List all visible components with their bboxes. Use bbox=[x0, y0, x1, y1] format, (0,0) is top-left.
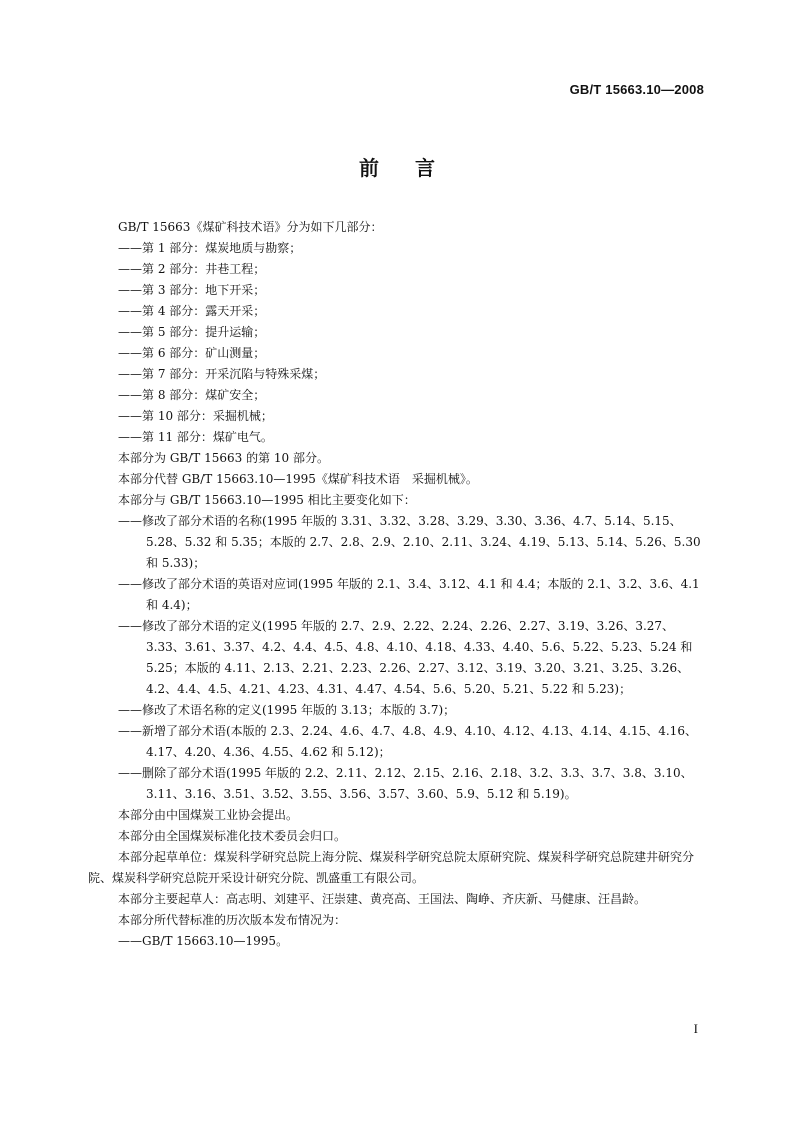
part-list-item: ——第 4 部分：露天开采； bbox=[118, 304, 266, 318]
part-list-item: ——第 7 部分：开采沉陷与特殊采煤； bbox=[118, 367, 326, 381]
page-title: 前言 bbox=[359, 156, 471, 180]
part-list-item: ——第 10 部分：采掘机械； bbox=[118, 409, 273, 423]
change-list-item: ——修改了部分术语的名称(1995 年版的 3.31、3.32、3.28、3.29、3.30、3.36、4.7、5.14、5.15、5.28、5.32 和 5.35；本版的 2.7、2.8、2.9、2.10、2.11、3.24、4.19、5.13、5.14、5.26、5.30 和 5.33)； bbox=[118, 514, 701, 570]
change-list-item: ——新增了部分术语(本版的 2.3、2.24、4.6、4.7、4.8、4.9、4.10、4.12、4.13、4.14、4.15、4.16、4.17、4.20、4.36、4.55、4.62 和 5.12)； bbox=[118, 724, 697, 759]
change-list-item: ——修改了术语名称的定义(1995 年版的 3.13；本版的 3.7)； bbox=[118, 703, 456, 717]
change-list-item: ——删除了部分术语(1995 年版的 2.2、2.11、2.12、2.15、2.16、2.18、3.2、3.3、3.7、3.8、3.10、3.11、3.16、3.51、3.52、3.55、3.56、3.57、3.60、5.9、5.12 和 5.19)。 bbox=[118, 766, 693, 801]
history-intro-paragraph: 本部分所代替标准的历次版本发布情况为： bbox=[118, 913, 347, 927]
part-list-item: ——第 6 部分：矿山测量； bbox=[118, 346, 266, 360]
proposed-by-paragraph: 本部分由中国煤炭工业协会提出。 bbox=[118, 808, 299, 822]
standard-code: GB/T 15663.10—2008 bbox=[569, 82, 704, 97]
this-part-paragraph: 本部分为 GB/T 15663 的第 10 部分。 bbox=[118, 451, 329, 465]
history-list-item: ——GB/T 15663.10—1995。 bbox=[118, 934, 289, 948]
part-list-item: ——第 8 部分：煤矿安全； bbox=[118, 388, 266, 402]
change-list-item: ——修改了部分术语的英语对应词(1995 年版的 2.1、3.4、3.12、4.1 和 4.4；本版的 2.1、3.2、3.6、4.1 和 4.4)； bbox=[118, 577, 700, 612]
part-list-item: ——第 2 部分：井巷工程； bbox=[118, 262, 266, 276]
drafters-paragraph: 本部分主要起草人：高志明、刘建平、汪崇建、黄亮高、王国法、陶峥、齐庆新、马健康、汪昌龄。 bbox=[118, 892, 647, 906]
under-paragraph: 本部分由全国煤炭标准化技术委员会归口。 bbox=[118, 829, 347, 843]
replaces-paragraph: 本部分代替 GB/T 15663.10—1995《煤矿科技术语 采掘机械》。 bbox=[118, 472, 478, 486]
page-number: I bbox=[693, 1021, 698, 1036]
intro-paragraph: GB/T 15663《煤矿科技术语》分为如下几部分： bbox=[118, 220, 383, 234]
part-list-item: ——第 11 部分：煤矿电气。 bbox=[118, 430, 273, 444]
part-list-item: ——第 1 部分：煤炭地质与勘察； bbox=[118, 241, 302, 255]
drafting-units-paragraph: 本部分起草单位：煤炭科学研究总院上海分院、煤炭科学研究总院太原研究院、煤炭科学研究总院建井研究分院、煤炭科学研究总院开采设计研究分院、凯盛重工有限公司。 bbox=[88, 850, 695, 885]
document-body bbox=[88, 217, 708, 952]
part-list-item: ——第 5 部分：提升运输； bbox=[118, 325, 266, 339]
change-list-item: ——修改了部分术语的定义(1995 年版的 2.7、2.9、2.22、2.24、2.26、2.27、3.19、3.26、3.27、3.33、3.61、3.37、4.2、4.4、4.5、4.8、4.10、4.18、4.33、4.40、5.6、5.22、5.23、5.24 和 5.25；本版的 4.11、2.13、2.21、2.23、2.26、2.27、3.12、3.19、3.20、3.21、3.25、3.26、4.2、4.4、4.5、4.21、4.23、4.31、4.47、4.54、5.6、5.20、5.21、5.22 和 5.23)； bbox=[118, 619, 693, 696]
part-list-item: ——第 3 部分：地下开采； bbox=[118, 283, 266, 297]
changes-intro-paragraph: 本部分与 GB/T 15663.10—1995 相比主要变化如下： bbox=[118, 493, 416, 507]
